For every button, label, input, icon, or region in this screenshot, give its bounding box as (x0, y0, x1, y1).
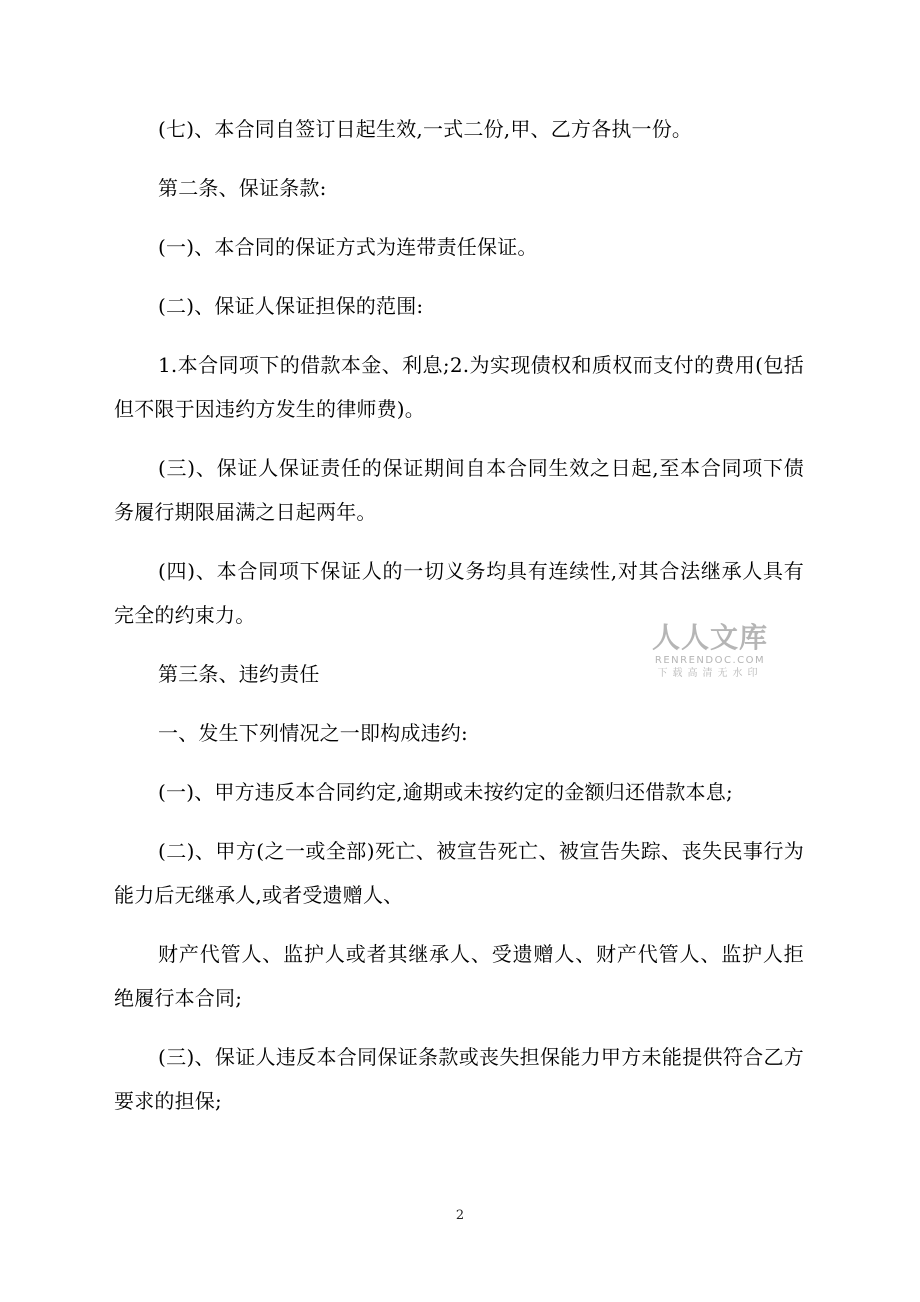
paragraph-scope-details: 1.本合同项下的借款本金、利息;2.为实现债权和质权而支付的费用(包括但不限于因违约方发生的律师费)。 (114, 353, 804, 421)
watermark-domain: RENRENDOC.COM (654, 655, 766, 666)
paragraph-guarantee-method: (一)、本合同的保证方式为连带责任保证。 (158, 235, 538, 259)
paragraph-breach-conditions: 一、发生下列情况之一即构成违约: (158, 721, 468, 745)
paragraph-breach-item-one: (一)、甲方违反本合同约定,逾期或未按约定的金额归还借款本息; (158, 780, 733, 804)
paragraph-obligation-continuity: (四)、本合同项下保证人的一切义务均具有连续性,对其合法继承人具有完全的约束力。 (114, 559, 804, 627)
watermark-logo (648, 622, 772, 680)
heading-article-three: 第三条、违约责任 (158, 662, 320, 686)
paragraph-effective-clause: (七)、本合同自签订日起生效,一式二份,甲、乙方各执一份。 (158, 117, 693, 141)
paragraph-breach-item-three: (三)、保证人违反本合同保证条款或丧失担保能力甲方未能提供符合乙方要求的担保; (114, 1045, 804, 1113)
paragraph-breach-item-two-continued: 财产代管人、监护人或者其继承人、受遗赠人、财产代管人、监护人拒绝履行本合同; (114, 942, 804, 1010)
paragraph-guarantee-period: (三)、保证人保证责任的保证期间自本合同生效之日起,至本合同项下债务履行期限届满之日起两年。 (114, 456, 804, 524)
paragraph-breach-item-two: (二)、甲方(之一或全部)死亡、被宣告死亡、被宣告失踪、丧失民事行为能力后无继承人,或者受遗赠人、 (114, 839, 804, 907)
page-number: 2 (455, 1208, 465, 1223)
paragraph-guarantee-scope: (二)、保证人保证担保的范围: (158, 294, 424, 318)
heading-article-two: 第二条、保证条款: (158, 176, 327, 200)
watermark-tagline: 下载高清无水印 (657, 668, 763, 679)
watermark-title: 人人文库 (651, 621, 768, 654)
